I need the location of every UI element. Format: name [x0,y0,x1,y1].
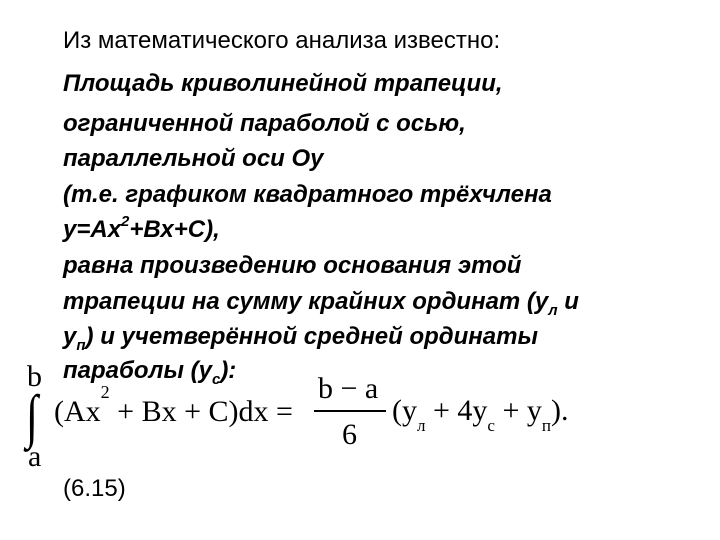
rhs-a: (y [392,394,417,427]
rhs-sub-2: с [487,416,495,435]
integral-sign: ∫ [26,383,39,450]
rhs-sub-3: п [541,416,551,435]
text-line-8-sub: п [76,336,86,354]
text-line-7-sub: л [548,301,558,319]
rhs-d: ). [550,394,569,427]
text-line-7-b: и [557,288,579,315]
text-line-4: (т.е. графиком квадратного трёхчлена [63,181,552,208]
rhs-sub-1: л [417,416,426,435]
text-line-3: параллельной оси Оу [63,145,324,172]
formula-rhs [392,394,569,435]
fraction-denominator: 6 [342,418,357,451]
text-line-7 [63,287,579,317]
integrand-b: + Bx + C)dx = [109,395,293,428]
text-line-2: ограниченной параболой с осью, [63,110,466,137]
intro-text: Из математического анализа известно: [63,27,501,54]
text-line-8-a: у [63,323,77,350]
equation-number: (6.15) [63,475,126,502]
fraction-numerator: b − a [318,372,379,405]
text-line-9-a: параболы (у [63,357,212,384]
text-line-1: Площадь криволинейной трапеции, [63,70,503,97]
text-line-5-sup: 2 [121,213,130,230]
text-line-8 [63,322,538,352]
integrand [54,382,293,429]
text-line-9-sub: с [211,370,221,388]
integral-formula [0,360,720,473]
text-line-7-a: трапеции на сумму крайних ординат (у [63,288,549,315]
text-line-6: равна произведению основания этой [63,252,522,279]
text-line-5 [63,215,220,245]
lower-limit: a [28,440,42,473]
rhs-b: + 4y [425,394,488,427]
text-line-8-b: ) и учетверённой средней ординаты [85,323,538,350]
integrand-exponent: 2 [100,382,110,402]
rhs-c: + y [494,394,542,427]
fraction-line [314,410,386,412]
text-line-9-b: ): [220,357,237,384]
text-line-5-b: +Вх+С), [129,216,220,243]
text-line-5-a: у=Ах [63,216,122,243]
integrand-a: (Ax [54,395,101,428]
upper-limit: b [27,360,42,393]
